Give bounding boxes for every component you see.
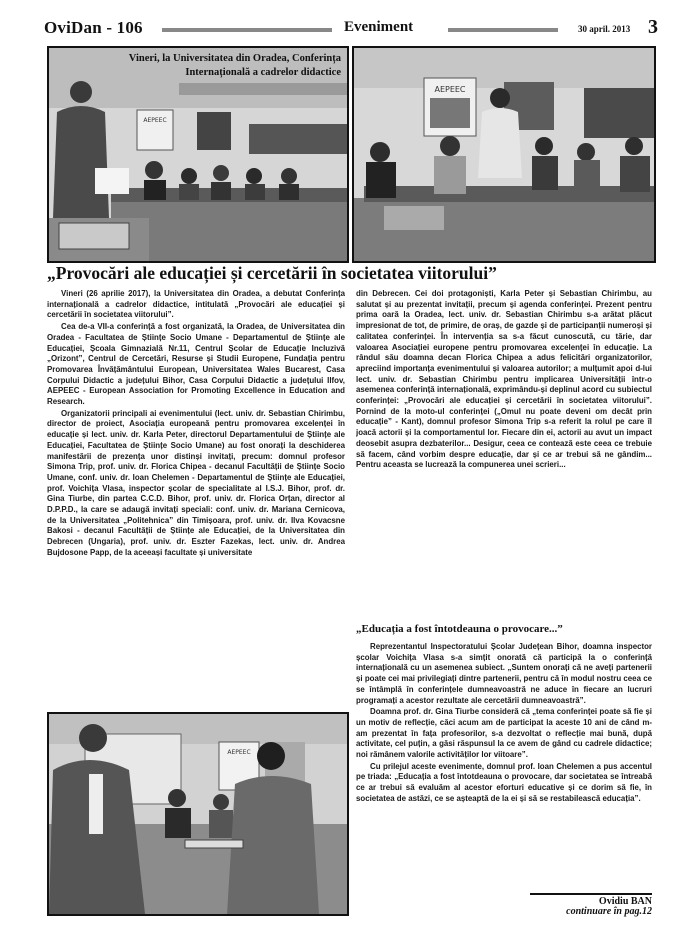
paragraph: Organizatorii principali ai evenimentului (lect. univ. dr. Sebastian Chirimbu, director de proiect, Asociația europeană pentru promovarea excelenței în educație și lect. univ. dr. Karla Peter, directorul Departamentului de Științe ale Educației, Facultatea de Științe Socio Umane) au fost onorați la deschiderea manifestării de prezența unor distinși invitați, precum: domnul profesor Simona Trip, prof. univ. dr. Florica Chipea - decanul Facultății de Științe Socio Umane, conf. univ. dr. Ioan Chelemen - Departamentul de Științe ale Educației, prof. Voichița Vlasa, inspector școlar de specialitate al I.S.J. Bihor, prof. dr. Gina Tiurbe, din partea C.C.D. Bihor, prof. univ. dr. Florica Orțan, director al D.P.P.D., la care se adaugă invitați speciali: conf. univ. dr. Mariana Cernicova, de la Universitatea „Politehnica” din Timișoara, prof. univ. dr. Ilva Kovacsne Bakosi - decanul Facultății de Științe ale Educației, de la Universitatea din Debrecen (Ungaria), prof. univ. dr. Eszter Fazekas, lect. univ. dr. Andrea Bujdosone Papp, de la aceeași facultate și universitate	[47, 408, 345, 557]
article-column-left	[47, 289, 345, 707]
article-title: „Provocări ale educației și cercetării în societatea viitorului”	[47, 263, 497, 283]
paragraph: Vineri (26 aprilie 2017), la Universitatea din Oradea, a debutat Conferința internațională a cadrelor didactice, intitulată „Provocări ale educației și cercetării în societatea viitorului”.	[47, 289, 345, 320]
issue-date: 30 april. 2013	[578, 24, 631, 34]
photo-conference-speaker	[47, 46, 349, 263]
header-rule-right	[448, 28, 558, 32]
header-rule-left	[162, 28, 332, 32]
article-author: Ovidiu BAN	[530, 893, 652, 907]
svg-text:AEPEEC: AEPEEC	[227, 749, 251, 756]
svg-text:AEPEEC: AEPEEC	[143, 117, 167, 124]
paragraph: Reprezentantul Inspectoratului Școlar Județean Bihor, doamna inspector școlar Voichița Vlasa s-a simțit onorată că participă la o conferință internațională cu un asemenea subiect. „Suntem onorați că ne aveți partenerii și poate cei mai privilegiați dintre partenerii, pentru că în modul nostru ceea ce se întâmplă în conferințele dumneavoastră ne aduce în fiecare an lucruri programați a acestor rezultate ale cercetării dumneavoastră”.	[356, 642, 652, 705]
page-number: 3	[648, 16, 658, 38]
page-header	[44, 16, 660, 42]
section-name: Eveniment	[344, 19, 414, 35]
svg-text:AEPEEC: AEPEEC	[434, 85, 466, 94]
article-subtitle: „Educația a fost întotdeauna o provocare...”	[356, 623, 563, 635]
paragraph: Doamna prof. dr. Gina Tiurbe consideră că „tema conferinței poate să fie și un motiv de reflecție, căci acum am de participat la aceste 10 ani de când m-am prezentat în fața profesorilor, s-a dezvoltat o reflecție mai bună, după activitate, cel puțin, a găsi răspunsul la ce avem de gând cu cadrele didactice; noi rămânem valorile activităților lor viitoare”.	[356, 707, 652, 760]
paragraph: Cea de-a VII-a conferință a fost organizată, la Oradea, de Universitatea din Oradea - Facultatea de Științe Socio Umane - Departamentul de Științe ale Educației, Școala Gimnazială Nr.11, Centrul Școlar de Educație Incluzivă „Orizont”, Centrul de Cercetări, Resurse și Studii Europene, Fundația pentru Promovarea Învățământului European, Universitatea Wales Bucarest, Casa Corpului Didactic a județului Bihor, Casa Corpului Didactic a județului Ilfov, AEPEEC - European Association for Promoting Excellence in Education and Research.	[47, 322, 345, 407]
paragraph: Cu prilejul aceste evenimente, domnul prof. Ioan Chelemen a pus accentul pe triada: „Educația a fost întotdeauna o provocare, dar societatea se întreabă ce ar trebui să evaluăm al acestor eforturi educative și ce dorim să fie, în societatea de astăzi, ce se așteaptă de la ei și să se restabilească educația”.	[356, 761, 652, 803]
photo-conference-panel-image	[354, 48, 654, 261]
publication-name: OviDan - 106	[44, 18, 143, 37]
article-column-right	[356, 289, 652, 611]
paragraph: din Debrecen. Cei doi protagoniști, Karla Peter și Sebastian Chirimbu, au salutat și au prezentat invitații, precum și agenda conferinței. Prezent pentru prima oară la Oradea, lect. univ. dr. Sebastian Chirimbu s-a arătat plăcut impresionat de tot, de primire, de oraș, de gazde și de participanții numeroși și calitatea conferinței. În intervenția sa s-a făcut cunoscută, cu tărie, dar valoarea Asociației europene pentru promovarea excelenței în educație. La rândul său doamna decan Florica Chipea a adus felicitări organizatorilor, apreciind importanța evenimentului și valoarea autorilor; a mulțumit apoi d-lui lect. univ. dr. Sebastian Chirimbu pentru implicarea Universității într-o asemenea conferință internațională, exprimându-și deplinul acord cu subiectul conferinței: „Provocări ale educației și cercetării în societatea viitorului”. Pornind de la moto-ul conferinței („Omul nu poate deveni om decât prin educație” - Kant), domnul profesor Simona Trip s-a referit la rolul pe care îl joacă actorii și la comportamentul lor. Fiecare din ei, actorii au avut un impact deosebit asupra dezbaterilor... Desigur, ceea ce contează este ceea ce trebuie să facem, când vorbim despre educație, dar și ce ar trebui să ne gândim... Pentru aceasta se lucrează la compunerea unei scrieri...	[356, 289, 652, 470]
continued-link[interactable]: continuare în pag.12	[566, 906, 652, 917]
photo-award-handshake-image	[49, 714, 347, 914]
photo-award-handshake	[47, 712, 349, 916]
photo-caption: Vineri, la Universitatea din Oradea, Conferința Internațională a cadrelor didactice	[128, 53, 341, 78]
photo-conference-panel	[352, 46, 656, 263]
article-column-right-continued	[356, 642, 652, 892]
